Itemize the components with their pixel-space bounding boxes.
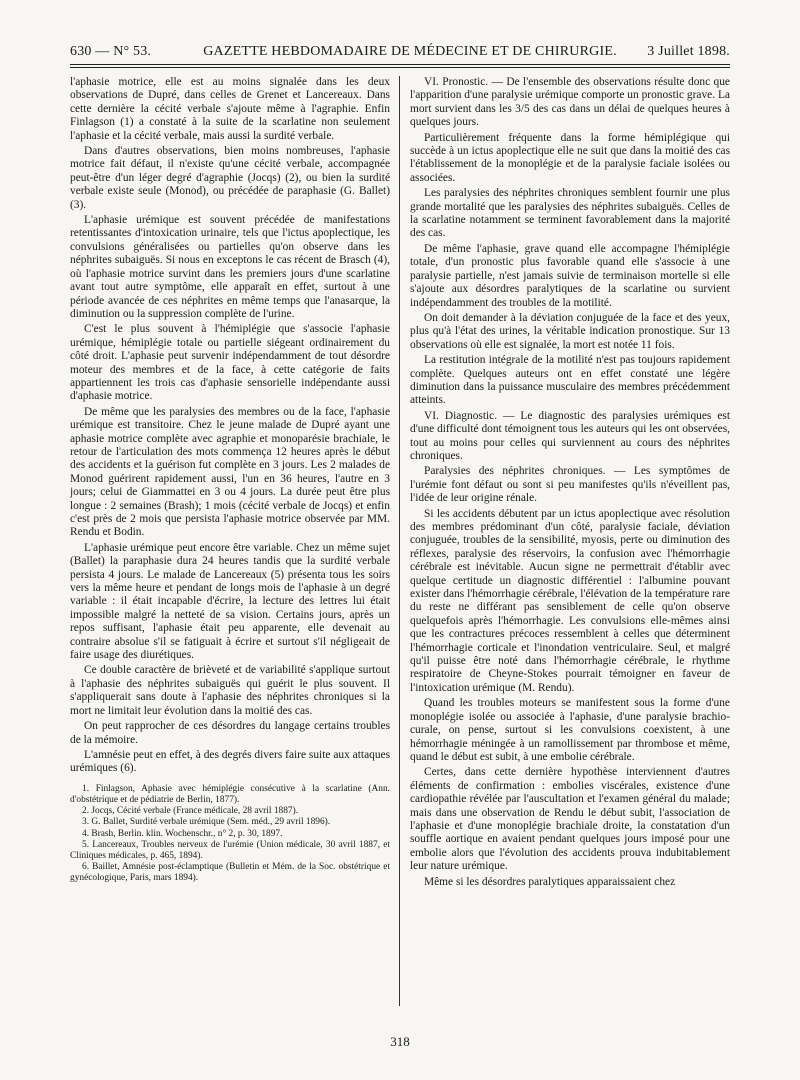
paragraph: Les paralysies des néphrites chroniques semblent fournir une plus grande mortalité que les paralysies des néphrites subaiguës. Celles de la scarlatine notamment se terminent favorablement dans la majorité des cas. xyxy=(410,187,730,240)
paragraph: Même si les désordres paralytiques apparaissaient chez xyxy=(424,875,676,888)
page-label: 630 — N° 53. xyxy=(70,44,152,59)
paragraph: De même l'aphasie, grave quand elle accompagne l'hémiplégie totale, d'un pronostic plus favorable quand elle s'associe à une paralysie partielle, n'est jamais suivie de terminaison mortelle si elle s'ajoute aux désordres paralytiques de la scarlatine ou survient indépendamment des troubles de la motilité. xyxy=(410,242,730,309)
right-column xyxy=(410,76,730,1006)
footnote: 5. Lancereaux, Troubles nerveux de l'urémie (Union médicale, 30 avril 1887, et Cliniques médicales, p. 465, 1894). xyxy=(70,839,390,861)
issue-date: 3 Juillet 1898. xyxy=(647,44,730,59)
paragraph: Quand les troubles moteurs se manifestent sous la forme d'une monoplégie isolée ou associée à l'aphasie, d'une paralysie brachio-curale, on pense, surtout si les convulsions coexistent, à une hémorrhagie méningée à un ramollissement par thrombose et même, quand le début est subit, à une embolie cérébrale. xyxy=(410,697,730,763)
footnotes xyxy=(70,784,390,885)
paragraph: l'aphasie motrice, elle est au moins signalée dans les deux observations de Dupré, dans celles de Grenet et Lancereaux. Dans cette dernière la cécité verbale s'ajoute même à l'agraphie. Enfin Finlagson (1) a constaté à la suite de la scarlatine non seulement l'aphasie et la cécité verbale, mais aussi la surdité verbale. xyxy=(70,76,390,142)
paragraph: Si les accidents débutent par un ictus apoplectique avec résolution des membres prédominant d'un côté, paralysie faciale, déviation conjuguée, troubles de la sensibilité, myosis, perte ou diminution des réflexes, paralysie des réservoirs, la confusion avec l'hémorrhagie cérébrale est inévitable. Aucun signe ne permettrait d'établir avec quelque certitude un diagnostic différentiel : l'albumine pouvant exister dans l'hémorrhagie cérébrale, l'élévation de la température rare du reste ne différant pas sensiblement de celle qu'on observe quelquefois après l'hémorrhagie. Les convulsions elle-mêmes ainsi que les contractures précoces ressemblent à celles que déterminent l'hémorrhagie corticale et l'inondation ventriculaire. Seul, et malgré qu'il puisse être noté dans l'hémorrhagie cérébrale, le rhythme respiratoire de Cheyne-Stokes pourrait témoigner en faveur de l'intoxication urémique (M. Rendu). xyxy=(410,507,730,694)
paragraph: Ce double caractère de brièveté et de variabilité s'applique surtout à l'aphasie des néphrites subaiguës qui guérit le plus souvent. Il s'appliquerait sans doute à l'aphasie des néphrites chroniques si la mort ne limitait leur évolution dans la moitié des cas. xyxy=(70,664,390,717)
paragraph: De même que les paralysies des membres ou de la face, l'aphasie urémique est transitoire. Chez le jeune malade de Dupré ayant une aphasie motrice complète avec agraphie et monoparésie brachiale, le retour de l'articulation des mots commença 12 heures après le début des accidents et la guérison fut complète en 3 jours. Les 2 malades de Monod guérirent rapidement aussi, l'un en 36 heures, l'autre en 3 jours; celui de Giammattei en 3 ou 4 jours. La durée peut être plus longue : 2 semaines (Brash); 1 mois (cécité verbale de Jocqs) et enfin c'est près de 2 mois que persista l'aphasie motrice observée par MM. Rendu et Bodin. xyxy=(70,405,390,539)
paragraph: L'aphasie urémique est souvent précédée de manifestations retentissantes d'intoxication urinaire, tels que l'ictus apoplectique, les convulsions généralisées ou partielles qu'on observe dans les néphrites subaiguës. Si nous en exceptons le cas récent de Brasch (4), où l'aphasie motrice survint dans les premiers jours d'une scarlatine avant tout autre symptôme, elle apparaît en effet, surtout à une période avancée de ces néphrites en même temps que l'anasarque, la diminution ou la suppression complète de l'urine. xyxy=(70,214,390,320)
paragraph: L'aphasie urémique peut encore être variable. Chez un même sujet (Ballet) la paraphasie dura 24 heures tandis que la surdité verbale persista 4 jours. Le malade de Lancereaux (5) présenta tous les soirs vers la même heure et pendant de longs mois de l'aphasie à un degré variable : il était incapable d'écrire, la lecture des lettres lui était impossible malgré la netteté de sa vision. Certains jours, après un repos suffisant, l'aphasie était peu apparente, elle devenait au contraire absolue s'il se fatiguait à écrire et surtout s'il négligeait de faire usage des diurétiques. xyxy=(70,541,390,662)
footnote: 3. G. Ballet, Surdité verbale urémique (Sem. méd., 29 avril 1896). xyxy=(82,817,331,828)
paragraph: Paralysies des néphrites chroniques. — Les symptômes de l'urémie font défaut ou sont si peu manifestes qu'ils n'éveillent pas, l'idée de leur origine rénale. xyxy=(410,465,730,505)
paragraph: C'est le plus souvent à l'hémiplégie que s'associe l'aphasie urémique, hémiplégie totale ou partielle siégeant ordinairement du côté droit. L'aphasie peut survenir indépendamment de tout désordre moteur des membres et de la face, à cette catégorie de faits appartiennent les trois cas d'aphasie sensorielle indépendante aussi d'aphasie motrice. xyxy=(70,323,390,403)
left-column xyxy=(70,76,390,1006)
footnote: 2. Jocqs, Cécité verbale (France médicale, 28 avril 1887). xyxy=(82,806,299,817)
header-rule-double xyxy=(70,67,730,68)
footnote: 1. Finlagson, Aphasie avec hémiplégie consécutive à la scarlatine (Ann. d'obstétrique et de pédiatrie de Berlin, 1877). xyxy=(70,783,390,805)
paragraph: On peut rapprocher de ces désordres du langage certains troubles de la mémoire. xyxy=(70,720,390,746)
section-prognostic: VI. Pronostic. — De l'ensemble des observations résulte donc que l'apparition d'une paralysie urémique comporte un pronostic grave. La mort survient dans les 3/5 des cas dans un délai de quelques heures à quelques jours. xyxy=(410,76,730,129)
column-divider xyxy=(399,76,400,1006)
journal-title: GAZETTE HEBDOMADAIRE DE MÉDECINE ET DE CHIRURGIE. xyxy=(203,44,617,59)
paragraph: Dans d'autres observations, bien moins nombreuses, l'aphasie motrice fait défaut, il n'existe qu'une cécité verbale, accompagnée peut-être d'un léger degré d'agraphie (Jocqs) (2), ou bien la surdité verbale existe seule (Monod), ou précédée de paraphasie (G. Ballet) (3). xyxy=(70,145,390,211)
paragraph: On doit demander à la déviation conjuguée de la face et des yeux, plus qu'à l'état des urines, la véritable indication pronostique. Sur 13 observations où elle est signalée, la mort est notée 11 fois. xyxy=(410,311,730,351)
paragraph: La restitution intégrale de la motilité n'est pas toujours rapidement complète. Quelques auteurs ont en effet constaté une légère diminution dans la puissance musculaire des membres précédemment atteints. xyxy=(410,354,730,407)
footnote: 6. Baillet, Amnésie post-éclamptique (Bulletin et Mém. de la Soc. obstétrique et gynécologique, Paris, mars 1894). xyxy=(70,862,390,884)
page-number: 318 xyxy=(390,1034,410,1049)
header-rule xyxy=(70,64,730,65)
paragraph: Certes, dans cette dernière hypothèse interviennent d'autres éléments de confirmation : embolies viscérales, existence d'une cardiopathie révélée par l'auscultation et l'examen général du malade; mais dans une observation de Rendu le début subit, l'association de l'aphasie et d'une monoplégie brachiale droite, la constatation d'un souffle aortique en avaient pendant quelques jours imposé pour une embolie alors que l'évolution des accidents prouva indubitablement leur nature urémique. xyxy=(410,766,730,873)
paragraph: L'amnésie peut en effet, à des degrés divers faire suite aux attaques urémiques (6). xyxy=(70,748,390,775)
paragraph: Particulièrement fréquente dans la forme hémiplégique qui succède à un ictus apoplectique elle ne suit que dans la moitié des cas l'établissement de la monoplégie et de la paralysie faciale isolées ou associées. xyxy=(410,131,730,184)
footnote: 4. Brash, Berlin. klin. Wochenschr., n° 2, p. 30, 1897. xyxy=(82,828,283,839)
running-header xyxy=(70,44,730,62)
section-diagnostic: VI. Diagnostic. — Le diagnostic des paralysies urémiques est d'une difficulté dont témoignent tous les auteurs qui les ont observées, tout au moins pour celles qui surviennent au cours des néphrites chroniques. xyxy=(410,409,730,462)
